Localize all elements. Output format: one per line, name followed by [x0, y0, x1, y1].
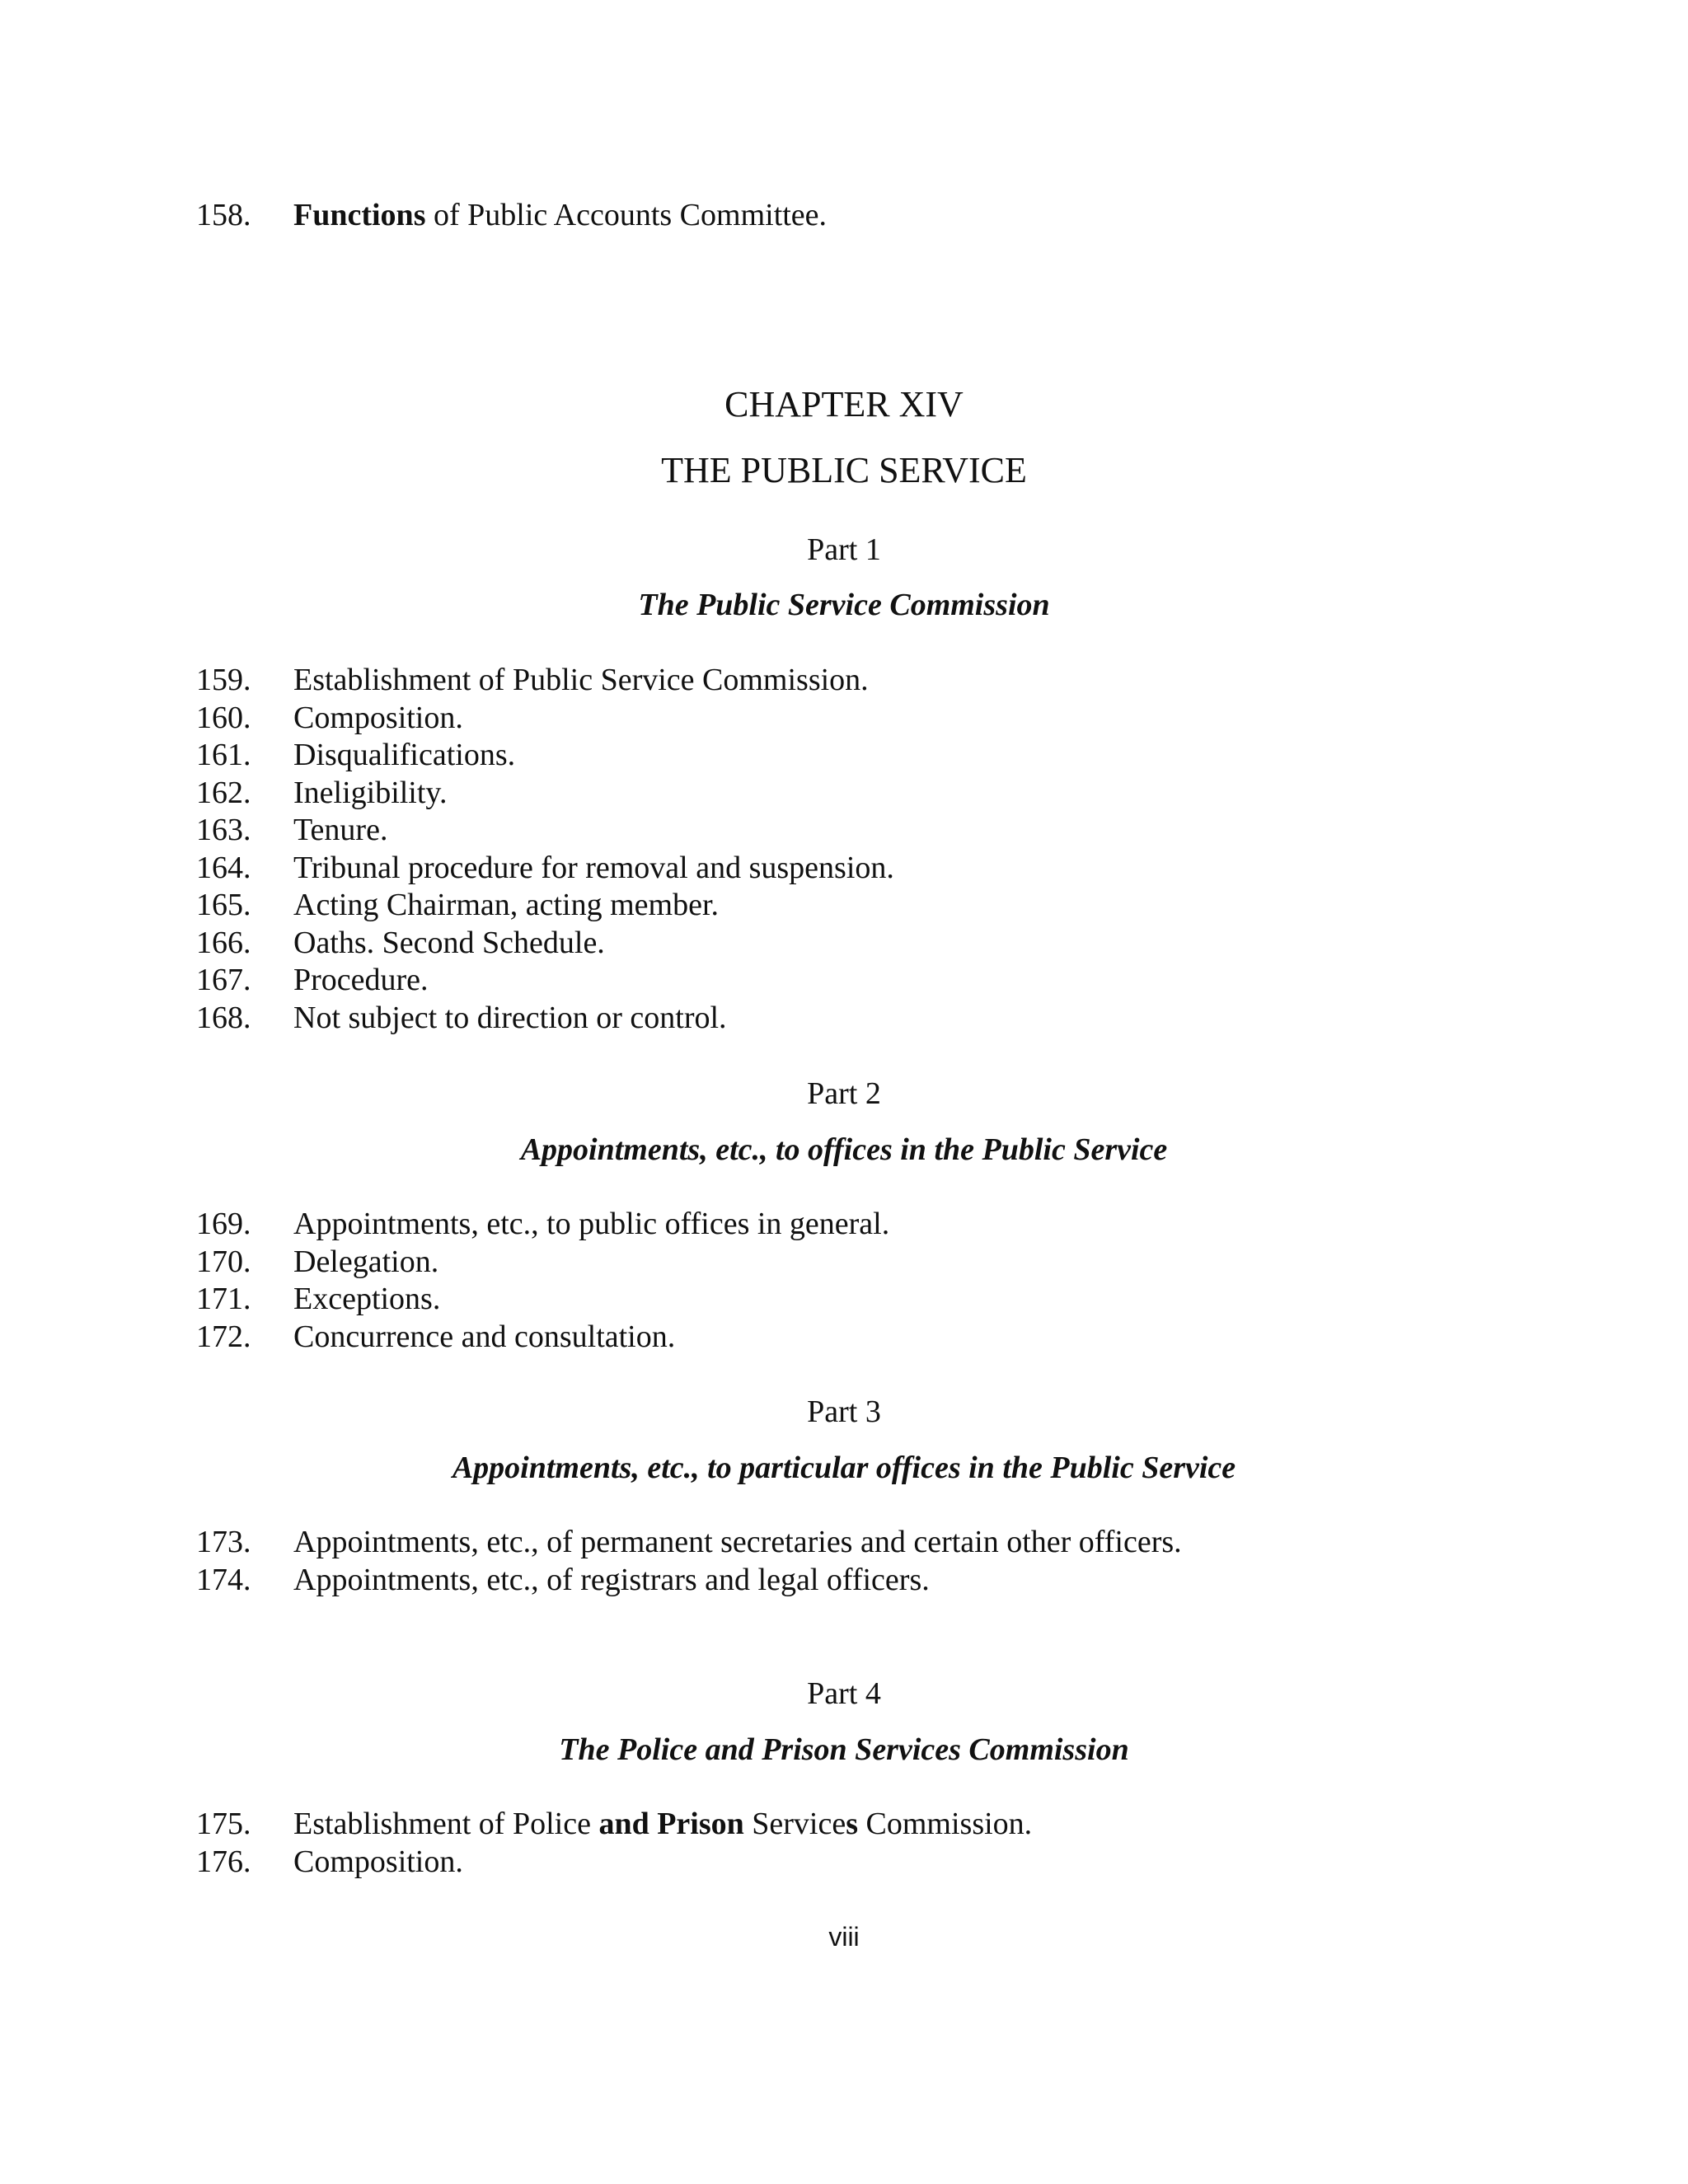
entry-text: Procedure. [293, 963, 429, 997]
entry-text-segment: Service [743, 1807, 846, 1841]
entry-bold-text: and Prison [598, 1807, 744, 1841]
entry-text: Exceptions. [293, 1282, 441, 1316]
entry-text [293, 190, 827, 240]
entry-text-segment: Commission. [858, 1807, 1033, 1841]
entry-text: Disqualifications. [293, 738, 516, 772]
chapter-label: CHAPTER XIV [724, 384, 964, 424]
entry-text-rest: of Public Accounts Committee. [425, 198, 828, 232]
chapter-title: THE PUBLIC SERVICE [661, 450, 1027, 490]
entry-text: Acting Chairman, acting member. [293, 888, 720, 922]
entry-text: Oaths. Second Schedule. [293, 926, 605, 960]
entry-number: 166. [196, 926, 251, 960]
part-title: Appointments, etc., to offices in the Public Service [520, 1132, 1168, 1167]
entry-text: Ineligibility. [293, 776, 448, 810]
toc-entry [0, 190, 1688, 240]
entry-number: 176. [196, 1844, 251, 1879]
entry-bold-text: Functions [293, 198, 426, 232]
entry-text: Concurrence and consultation. [293, 1319, 676, 1354]
toc-entry [0, 1837, 1688, 1886]
entry-number: 158. [196, 198, 251, 232]
part-title: The Police and Prison Services Commission [559, 1732, 1129, 1767]
entry-number: 159. [196, 663, 251, 697]
entry-text: Not subject to direction or control. [293, 1001, 727, 1035]
part-label: Part 1 [807, 532, 881, 567]
entry-number: 171. [196, 1282, 251, 1316]
entry-text: Establishment of Public Service Commission. [293, 663, 869, 697]
entry-number: 172. [196, 1319, 251, 1354]
entry-number: 173. [196, 1525, 251, 1559]
part-label: Part 4 [807, 1676, 881, 1711]
toc-entry [0, 1555, 1688, 1605]
entry-text: Appointments, etc., of registrars and legal officers. [293, 1563, 930, 1597]
entry-number: 160. [196, 701, 251, 735]
entry-number: 167. [196, 963, 251, 997]
entry-text-segment: Establishment of Police [293, 1807, 599, 1841]
part-title: Appointments, etc., to particular offices in the Public Service [452, 1451, 1236, 1485]
entry-text: Tenure. [293, 813, 388, 847]
entry-number: 174. [196, 1563, 251, 1597]
entry-number: 170. [196, 1244, 251, 1279]
toc-entry [0, 993, 1688, 1043]
entry-number: 163. [196, 813, 251, 847]
part-title: The Public Service Commission [638, 588, 1050, 622]
entry-bold-text: s [846, 1807, 859, 1841]
entry-number: 175. [196, 1807, 251, 1841]
entry-text: Delegation. [293, 1244, 439, 1279]
entry-number: 164. [196, 851, 251, 885]
entry-number: 169. [196, 1207, 251, 1241]
part-label: Part 3 [807, 1394, 881, 1429]
entry-text: Composition. [293, 1844, 463, 1879]
entry-text: Composition. [293, 701, 463, 735]
entry-number: 162. [196, 776, 251, 810]
entry-text: Appointments, etc., of permanent secretaries and certain other officers. [293, 1525, 1182, 1559]
page-number: viii [828, 1922, 860, 1952]
entry-number: 168. [196, 1001, 251, 1035]
part-label: Part 2 [807, 1076, 881, 1111]
entry-text: Appointments, etc., to public offices in general. [293, 1207, 890, 1241]
entry-text: Tribunal procedure for removal and suspension. [293, 851, 894, 885]
entry-number: 165. [196, 888, 251, 922]
toc-entry [0, 1312, 1688, 1361]
entry-number: 161. [196, 738, 251, 772]
